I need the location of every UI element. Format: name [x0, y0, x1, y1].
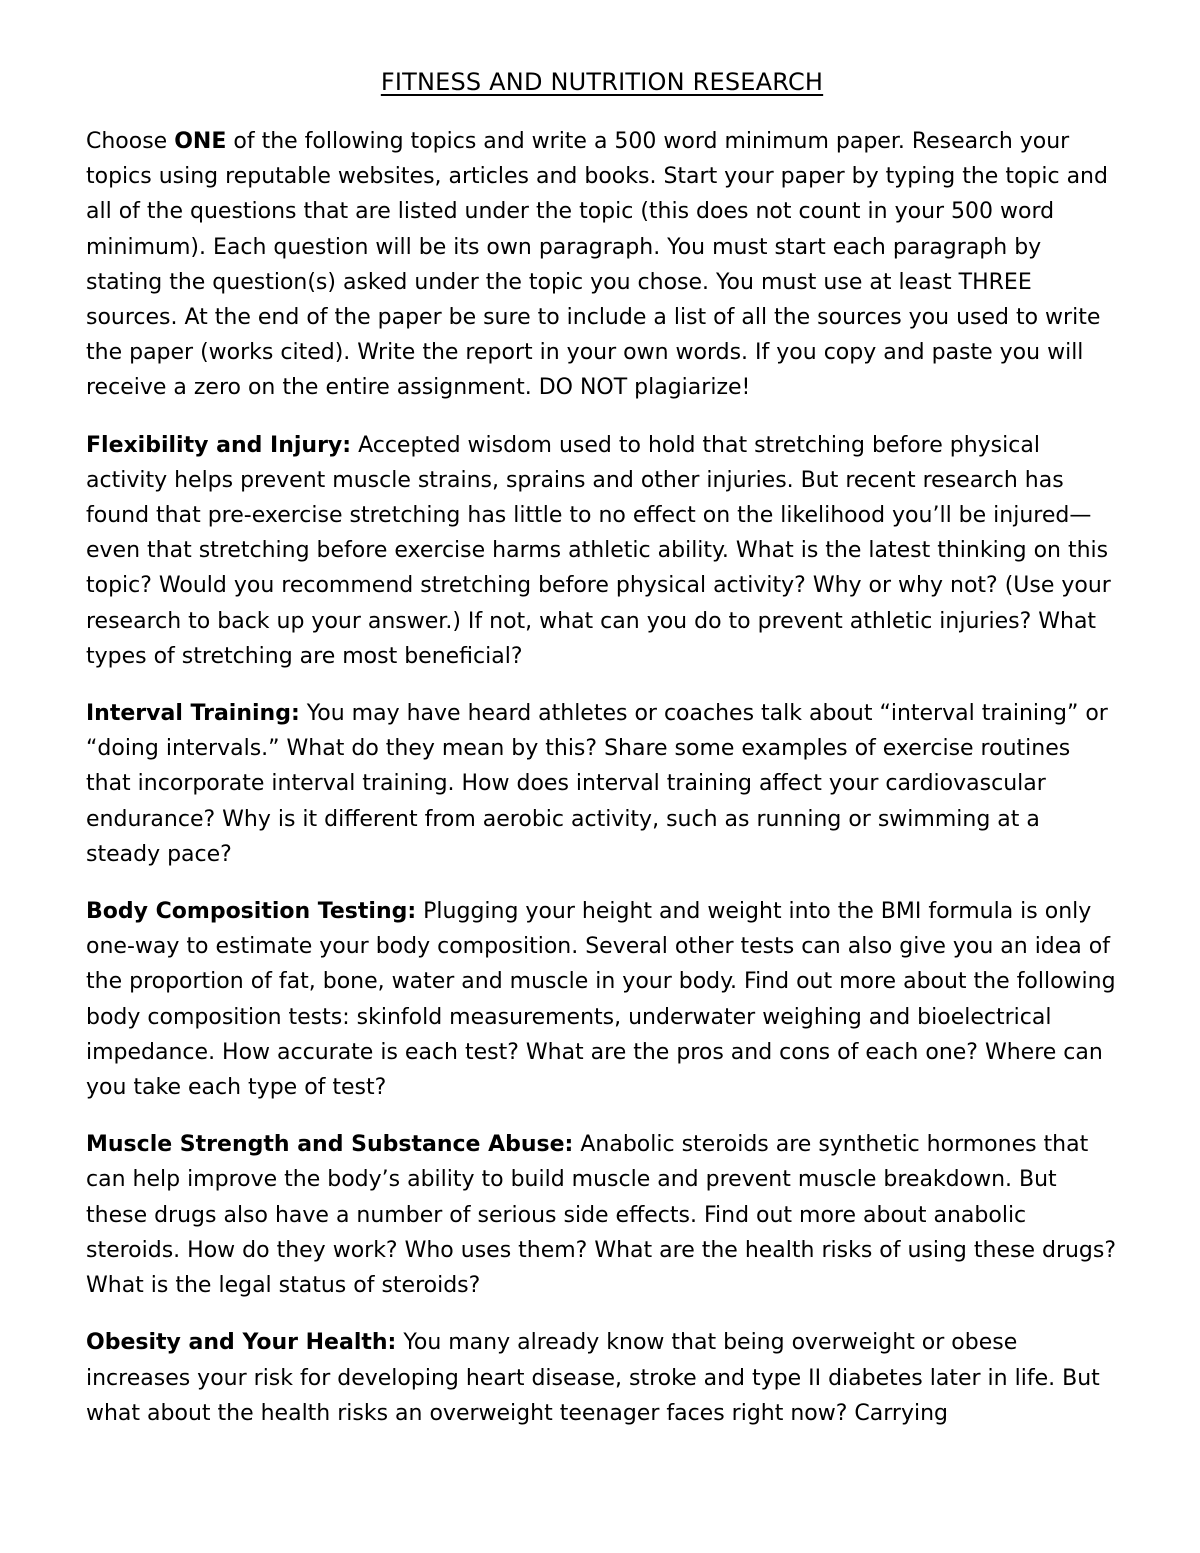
topic-body: Accepted wisdom used to hold that stretching before physical activity helps prevent muscle strains, sprains and other injuries. But recent research has found that pre-exercise stretching has little to no effect on the likelihood you’ll be injured—even that stretching before exercise harms athletic ability. What is the latest thinking on this topic? Would you recommend stretching before physical activity? Why or why not? (Use your research to back up your answer.) If not, what can you do to prevent athletic injuries? What types of stretching are most beneficial? — [86, 432, 1111, 669]
topic-body: Anabolic steroids are synthetic hormones that can help improve the body’s ability to build muscle and prevent muscle breakdown. But these drugs also have a number of serious side effects. Find out more about anabolic steroids. How do they work? Who uses them? What are the health risks of using these drugs? What is the legal status of steroids? — [86, 1132, 1117, 1299]
topic-body: You many already know that being overweight or obese increases your risk for developing heart disease, stroke and type II diabetes later in life. But what about the health risks an overweight teenager faces right now? Carrying — [86, 1330, 1100, 1426]
topic-flexibility-injury — [86, 428, 1118, 674]
topic-heading: Muscle Strength and Substance Abuse: — [86, 1132, 574, 1158]
instructions-emphasis: ONE — [174, 129, 227, 154]
instructions-text: of the following topics and write a 500 word minimum paper. Research your topics using reputable websites, articles and books. Start your paper by typing the topic and all of the questions that are listed under the topic (this does not count in your 500 word minimum). Each question will be its own paragraph. You must start each paragraph by stating the question(s) asked under the topic you chose. You must use at least THREE sources. At the end of the paper be sure to include a list of all the sources you used to write the paper (works cited). Write the report in your own words. If you copy and paste you will receive a zero on the entire assignment. DO NOT plagiarize! — [86, 129, 1108, 401]
topic-body: Plugging your height and weight into the BMI formula is only one-way to estimate your body composition. Several other tests can also give you an idea of the proportion of fat, bone, water and muscle in your body. Find out more about the following body composition tests: skinfold measurements, underwater weighing and bioelectrical impedance. How accurate is each test? What are the pros and cons of each one? Where can you take each type of test? — [86, 899, 1116, 1101]
topic-interval-training — [86, 696, 1118, 872]
topic-heading: Interval Training: — [86, 701, 300, 727]
topic-body: You may have heard athletes or coaches talk about “interval training” or “doing intervals.” What do they mean by this? Share some examples of exercise routines that incorporate interval training. How does interval training affect your cardiovascular endurance? Why is it different from aerobic activity, such as running or swimming at a steady pace? — [86, 701, 1108, 867]
topic-heading: Body Composition Testing: — [86, 899, 417, 925]
topic-muscle-strength-substance-abuse — [86, 1127, 1118, 1303]
instructions-paragraph — [86, 124, 1118, 406]
document-title: FITNESS AND NUTRITION RESEARCH — [380, 68, 824, 96]
topic-heading: Obesity and Your Health: — [86, 1330, 397, 1356]
topic-heading: Flexibility and Injury: — [86, 432, 352, 458]
instructions-lead: Choose — [86, 129, 175, 154]
topic-body-composition-testing — [86, 894, 1118, 1105]
document-page — [86, 62, 1118, 1453]
topic-obesity-health — [86, 1325, 1118, 1431]
